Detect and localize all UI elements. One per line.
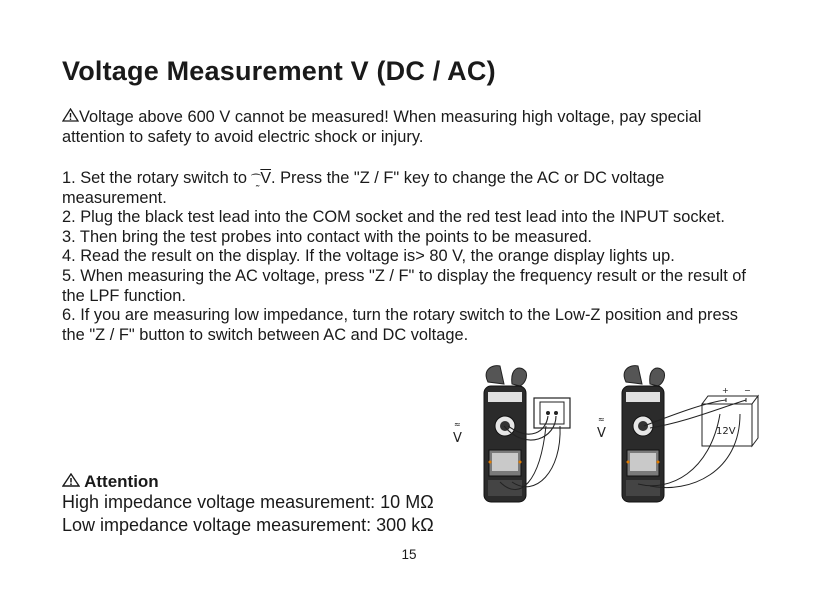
warning-triangle-icon <box>62 472 80 492</box>
svg-text:≈: ≈ <box>598 415 605 424</box>
high-impedance-spec: High impedance voltage measurement: 10 MΩ <box>62 492 434 512</box>
svg-text:+: + <box>722 386 729 395</box>
warning-triangle-icon <box>62 107 79 127</box>
step-2: 2. Plug the black test lead into the COM socket and the red test lead into the INPUT socket. <box>62 208 725 227</box>
step-5: 5. When measuring the AC voltage, press "Z / F" to display the frequency result or the result of the LPF function. <box>62 266 746 305</box>
page-number: 15 <box>401 547 417 562</box>
right-voltage-symbol <box>597 415 606 441</box>
instruction-steps <box>62 169 762 345</box>
ac-dc-voltage-symbol: ⁀̰ $\overline{V}$ <box>251 170 272 187</box>
svg-text:V: V <box>597 426 606 441</box>
right-clamp-meter <box>622 366 665 502</box>
left-voltage-symbol <box>453 420 462 446</box>
svg-text:12V: 12V <box>716 426 736 437</box>
wall-socket <box>534 398 570 428</box>
svg-text:V: V <box>453 431 462 446</box>
step-4: 4. Read the result on the display. If the voltage is> 80 V, the orange display lights up. <box>62 247 675 266</box>
battery-12v <box>702 386 758 446</box>
attention-heading <box>62 472 159 492</box>
left-clamp-meter <box>484 366 527 502</box>
attention-title-text: Attention <box>84 472 159 491</box>
clamp-meter-diagram <box>440 362 770 512</box>
svg-text:−: − <box>744 386 751 395</box>
low-impedance-spec: Low impedance voltage measurement: 300 kΩ <box>62 515 434 535</box>
svg-text:≈: ≈ <box>454 420 461 429</box>
page-title: Voltage Measurement V (DC / AC) <box>62 56 496 86</box>
step-3: 3. Then bring the test probes into contact with the points to be measured. <box>62 227 592 246</box>
step-1: 1. Set the rotary switch to ⁀̰ $\overline{V}$. Press the "Z / F" key to change the AC or DC voltage measurement. <box>62 169 665 207</box>
step-6: 6. If you are measuring low impedance, turn the rotary switch to the Low-Z position and press the "Z / F" button to switch between AC and DC voltage. <box>62 306 738 344</box>
measurement-illustration <box>440 362 770 512</box>
warning-text: Voltage above 600 V cannot be measured! When measuring high voltage, pay special attention to safety to avoid electric shock or injury. <box>62 108 702 146</box>
warning-paragraph <box>62 107 762 147</box>
